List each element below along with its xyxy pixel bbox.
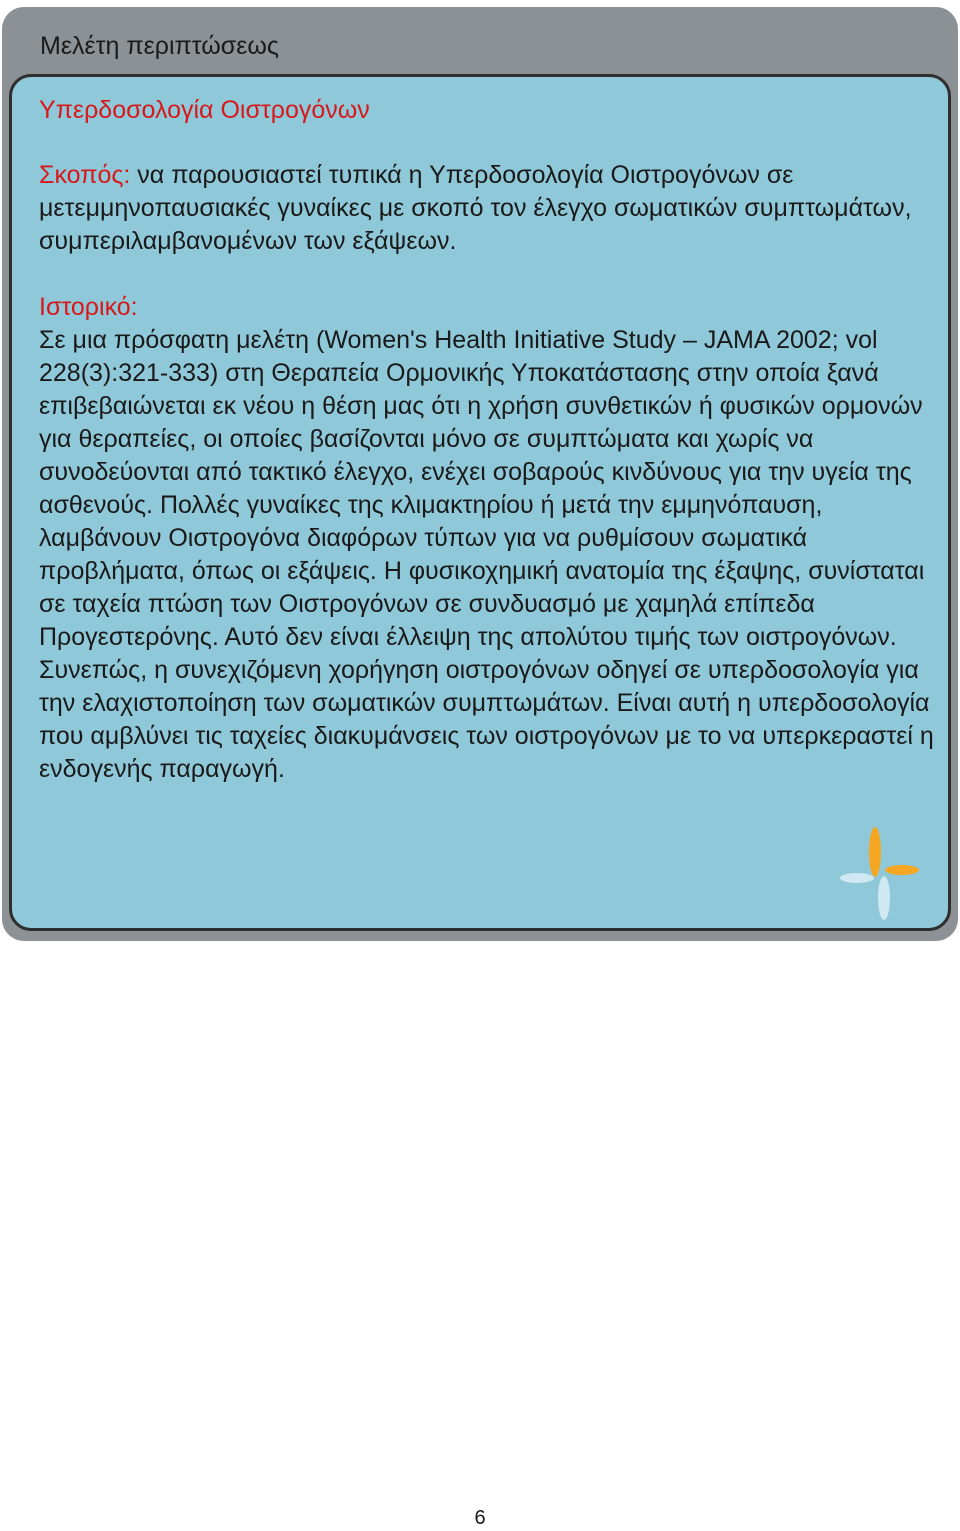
flower-cross-logo-icon [836, 826, 922, 922]
case-title: Υπερδοσολογία Οιστρογόνων [39, 96, 370, 124]
content-body [39, 94, 934, 786]
page-number: 6 [474, 1507, 486, 1529]
frame-heading: Μελέτη περιπτώσεως [40, 32, 279, 60]
aim-label: Σκοπός: [39, 161, 131, 189]
history-label: Ιστορικό: [39, 293, 138, 321]
aim-paragraph [39, 159, 934, 258]
aim-text: να παρουσιαστεί τυπικά η Υπερδοσολογία Οιστρογόνων σε μετεμμηνοπαυσιακές γυναίκες με σκοπό τον έλεγχο σωματικών συμπτωμάτων, συμπεριλαμβανομένων των εξάψεων. [39, 161, 912, 255]
history-text: Σε μια πρόσφατη μελέτη (Women's Health Initiative Study – JAMA 2002; vol 228(3):321-333) στη Θεραπεία Ορμονικής Υποκατάστασης στην οποία ξανά επιβεβαιώνεται εκ νέου η θέση μας ότι η χρήση συνθετικών ή φυσικών ορμονών για θεραπείες, οι οποίες βασίζονται μόνο σε συμπτώματα και χωρίς να συνοδεύονται από τακτικό έλεγχο, ενέχει σοβαρούς κινδύνους για την υγεία της ασθενούς. Πολλές γυναίκες της κλιμακτηρίου ή μετά την εμμηνόπαυση, λαμβάνουν Οιστρογόνα διαφόρων τύπων για να ρυθμίσουν σωματικά προβλήματα, όπως οι εξάψεις. Η φυσικοχημική ανατομία της έξαψης, συνίσταται σε ταχεία πτώση των Οιστρογόνων σε συνδυασμό με χαμηλά επίπεδα Προγεστερόνης. Αυτό δεν είναι έλλειψη της απολύτου τιμής των οιστρογόνων. Συνεπώς, η συνεχιζόμενη χορήγηση οιστρογόνων οδηγεί σε υπερδοσολογία για την ελαχιστοποίηση των σωματικών συμπτωμάτων. Είναι αυτή η υπερδοσολογία που αμβλύνει τις ταχείες διακυμάνσεις των οιστρογόνων με το να υπερκεραστεί η ενδογενής παραγωγή. [39, 326, 934, 783]
